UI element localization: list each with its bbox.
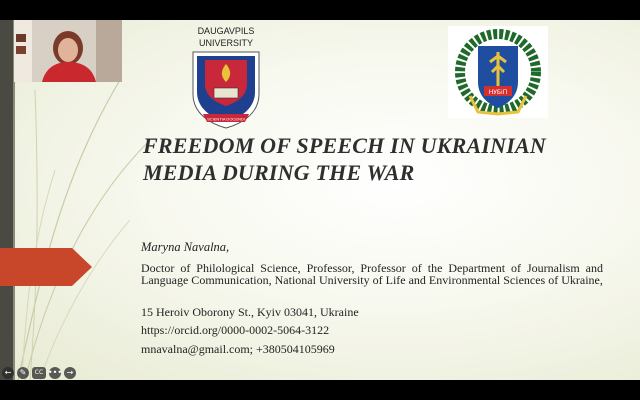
author-orcid-link[interactable]: https://orcid.org/0000-0002-5064-3122 (141, 323, 330, 337)
author-affiliation: Doctor of Philological Science, Professor, Professor of the Department of Journalism and Language Communication, National University of Life and Environmental Sciences of Ukraine, (141, 261, 603, 287)
svg-text:DAUGAVPILS: DAUGAVPILS (197, 26, 255, 36)
svg-text:SCIENTIA DOCENDI: SCIENTIA DOCENDI (207, 116, 245, 122)
more-options-button[interactable]: ••• (47, 368, 63, 377)
author-address: 15 Heroiv Oborony St., Kyiv 03041, Ukraine (141, 305, 359, 319)
presenter-webcam-thumbnail[interactable] (14, 20, 122, 82)
accent-arrow-shape (0, 248, 92, 286)
author-name: Maryna Navalna, (141, 240, 230, 254)
presenter-video-icon (14, 20, 122, 82)
svg-text:НУБіП: НУБіП (488, 89, 508, 96)
subtitles-button[interactable]: CC (32, 367, 46, 379)
previous-slide-button[interactable]: ← (2, 367, 14, 379)
slide-title: FREEDOM OF SPEECH IN UKRAINIAN MEDIA DURING THE WAR (143, 133, 546, 185)
author-contact[interactable]: mnavalna@gmail.com; +380504105969 (141, 342, 335, 356)
slideshow-controls (0, 366, 76, 380)
nubip-university-logo (448, 26, 548, 118)
svg-text:UNIVERSITY: UNIVERSITY (198, 38, 254, 48)
pen-tool-button[interactable]: ✎ (17, 367, 29, 379)
presentation-slide (0, 20, 640, 380)
daugavpils-university-logo (183, 22, 269, 132)
next-slide-button[interactable]: → (64, 367, 76, 379)
